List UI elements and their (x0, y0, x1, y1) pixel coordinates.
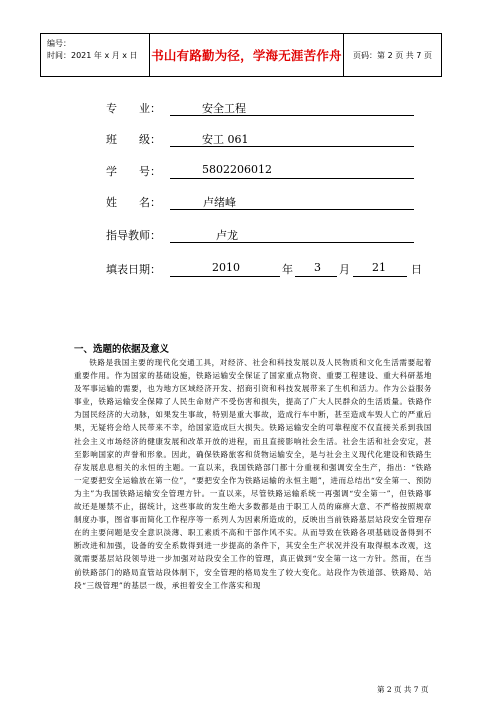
doc-number-label: 编号： (47, 39, 71, 48)
date-day: 21 (372, 261, 386, 274)
date-month-underline (295, 276, 337, 277)
student-id-label: 学 号： (106, 165, 161, 178)
date-year: 2010 (212, 261, 240, 274)
section-body: 铁路是我国主要的现代化交通工具，对经济、社会和科技发展以及人民物质和文化生活需要起着重要作用。作为国家的基础设施，铁路运输安全保证了国家重点物资、重要工程建设、重大科研基地及军事运输的需要，也为地方区域经济开发、招商引资和科技发展带来了生机和活力。作为公益服务事业，铁路运输安全保障了人民生命财产不受伤害和损失，提高了广大人民群众的生活质量。铁路作为国民经济的大动脉，如果发生事故，特别是重大事故，造成行车中断，甚至造成车毁人亡的严重后果，无疑将会给人民带来不幸，给国家造成巨大损失。铁路运输安全的可靠程度不仅直接关系到我国社会主义市场经济的健康发展和改革开放的进程，而且直接影响社会生活。社会生活和社会安定，甚至影响国家的声誉和形象。因此，确保铁路旅客和货物运输安全，是与社会主义现代化建设和铁路生存发展息息相关的永恒的主题。一直以来，我国铁路部门都十分重视和强调安全生产，指出：“铁路一定要把安全运输放在第一位”，“要把安全作为铁路运输的永恒主题”，进而总结出“安全第一、预防为主”为我国铁路运输安全管理方针。一直以来，尽管铁路运输系统一再强调“安全第一”，但铁路事故还是屡禁不止，据统计，这些事故的发生绝大多数都是由于职工人员的麻痹大意、不严格按照规章制度办事，图省事而简化工作程序等一系列人为因素所造成的，反映出当前铁路基层站段安全管理存在的主要问题是安全意识淡薄、职工素质不高和干部作风不实。从而导致在铁路各项基础设备得到不断改进和加强，设备的安全系数得到进一步提高的条件下，其安全生产状况并没有取得根本改观，这就需要基层站段领导进一步加强对站段安全工作的管理，真正做到“安全第一这一方针。然而，在当前铁路部门的路局直管站段体制下，安全管理的格局发生了较大变化。站段作为铁道部、铁路局、站段“三级管理”的基层一级，承担着安全工作落实和现 (74, 358, 432, 590)
name-label: 姓 名： (106, 196, 161, 209)
date-day-underline (353, 276, 407, 277)
page-header (40, 33, 442, 77)
page-footer: 第 2 页 共 7 页 (377, 685, 429, 694)
header-motto: 书山有路勤为径，学海无涯苦作舟 (150, 34, 344, 76)
advisor-underline (170, 242, 414, 243)
student-id-value: 5802206012 (202, 163, 272, 176)
major-value: 安全工程 (202, 102, 246, 115)
advisor-label: 指导教师： (106, 229, 161, 242)
major-underline (170, 115, 414, 116)
name-value: 卢绪峰 (203, 196, 236, 209)
advisor-value: 卢龙 (216, 229, 238, 242)
date-month: 3 (314, 261, 321, 274)
header-page-info: 页码：第 2 页 共 7 页 (353, 50, 432, 60)
major-label: 专 业： (106, 102, 161, 115)
section-title: 一、选题的依据及意义 (74, 344, 170, 355)
year-unit: 年 (282, 263, 293, 276)
student-id-underline (170, 178, 414, 179)
date-year-underline (170, 276, 280, 277)
month-unit: 月 (339, 263, 350, 276)
class-value: 安工 061 (202, 133, 249, 146)
class-label: 班 级： (106, 133, 161, 146)
date-label: 时间：2021 年 x 月 x 日 (47, 51, 138, 60)
day-unit: 日 (411, 263, 422, 276)
class-underline (170, 146, 414, 147)
date-fill-label: 填表日期： (106, 263, 161, 276)
name-underline (170, 209, 414, 210)
header-meta (41, 34, 150, 76)
